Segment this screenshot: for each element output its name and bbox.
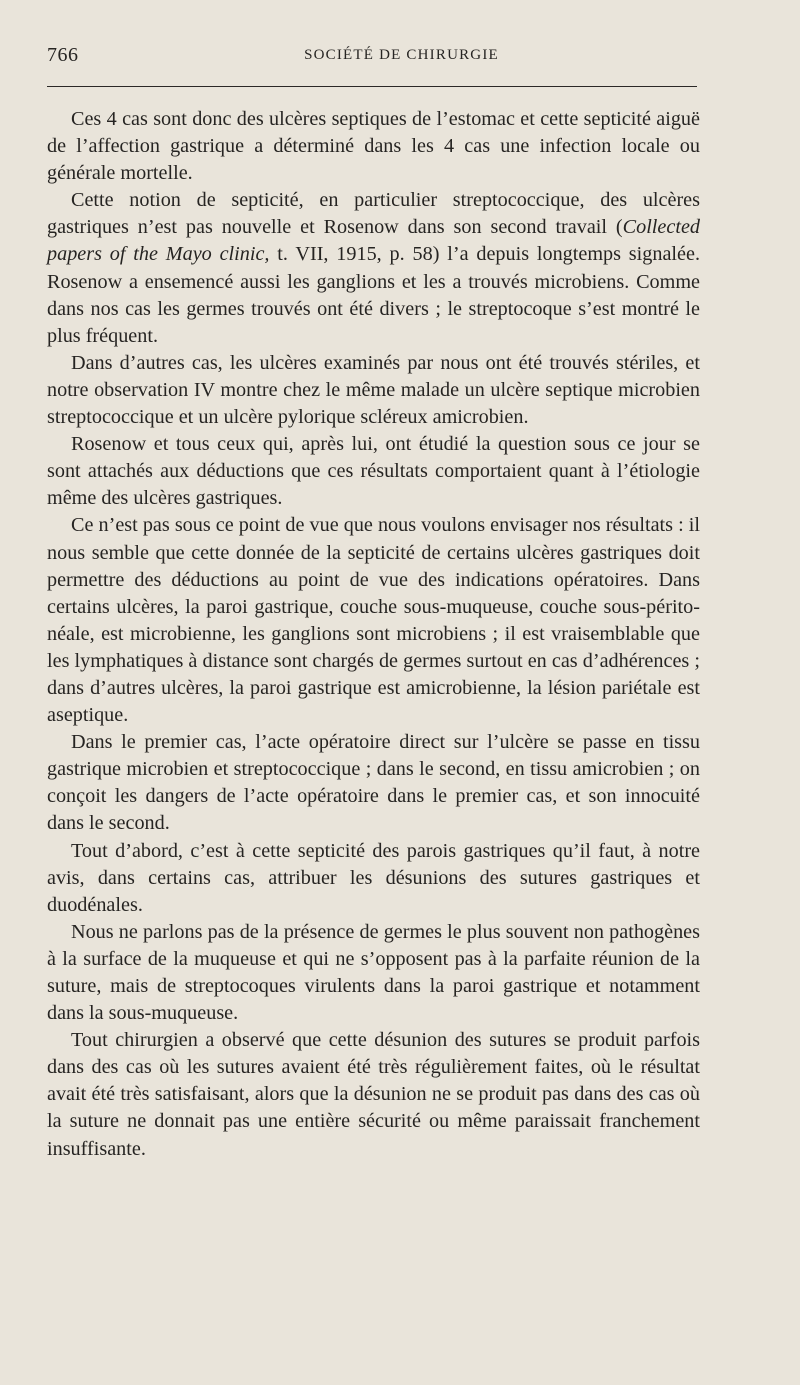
- page-header: [47, 44, 696, 72]
- page-number: 766: [47, 44, 79, 66]
- paragraph: Dans le premier cas, l’acte opératoire direct sur l’ulcère se passe en tissu gastrique microbien et streptococcique ; dans le second, en tissu amicrobien ; on conçoit les dangers de l’acte opératoire dans le premier cas, et son innocuité dans le second.: [47, 731, 700, 835]
- body-text: [47, 106, 700, 1163]
- paragraph-text: Cette notion de septicité, en particulier streptococcique, des ulcères gastriques n’est pas nouvelle et Rosenow dans son second travail (: [47, 189, 700, 239]
- paragraph: [47, 187, 700, 350]
- paragraph: Tout chirurgien a observé que cette désunion des sutures se produit parfois dans des cas où les sutures avaient été très régulièrement faites, où le résultat avait été très satisfaisant, alors que la désunion ne se produit pas dans des cas où la suture ne donnait pas une entière sécurité ou même paraissait franchement insuffisante.: [47, 1029, 700, 1160]
- running-title: SOCIÉTÉ DE CHIRURGIE: [304, 47, 499, 63]
- paragraph: Rosenow et tous ceux qui, après lui, ont étudié la question sous ce jour se sont attachés aux déductions que ces résultats comportaient quant à l’étiologie même des ulcères gastriques.: [47, 433, 700, 510]
- citation-title: Collected papers of the Mayo clinic,: [47, 216, 700, 266]
- paragraph: Nous ne parlons pas de la présence de germes le plus souvent non pathogènes à la surface de la muqueuse et qui ne s’opposent pas à la parfaite réunion de la suture, mais de streptocoques virulents dans la paroi gastrique et notamment dans la sous-muqueuse.: [47, 920, 700, 1025]
- paragraph: Tout d’abord, c’est à cette septicité des parois gastriques qu’il faut, à notre avis, dans certains cas, attribuer les désunions des sutures gastriques et duodénales.: [47, 839, 700, 916]
- paragraph: Dans d’autres cas, les ulcères examinés par nous ont été trouvés stériles, et notre observation IV montre chez le même malade un ulcère septique microbien streptococcique et un ulcère pylorique scléreux amicrobien.: [47, 351, 700, 429]
- paragraph: Ce n’est pas sous ce point de vue que nous voulons envisager nos résultats : il nous semble que cette donnée de la septicité de certains ulcères gastriques doit permettre des déductions au point de vue des indications opératoires. Dans certains ulcères, la paroi gastrique, couche sous-muqueuse, couche sous-péritonéale, est microbienne, les ganglions sont microbiens ; il est vraisemblable que les lymphatiques à distance sont chargés de germes surtout en cas d’adhérences ; dans d’autres ulcères, la paroi gastrique est amicrobienne, la lésion pariétale est aseptique.: [47, 514, 700, 727]
- paragraph-text: t. VII, 1915, p. 58) l’a depuis longtemps signalée. Rosenow a ensemencé aussi les ganglions et les a trouvés microbiens. Comme dans nos cas les germes trouvés ont été divers ; le streptocoque s’est montré le plus fréquent.: [47, 243, 700, 347]
- paragraph: Ces 4 cas sont donc des ulcères septiques de l’estomac et cette septicité aiguë de l’affection gastrique a déterminé dans les 4 cas une infection locale ou générale mortelle.: [47, 108, 700, 185]
- header-rule: [47, 86, 697, 87]
